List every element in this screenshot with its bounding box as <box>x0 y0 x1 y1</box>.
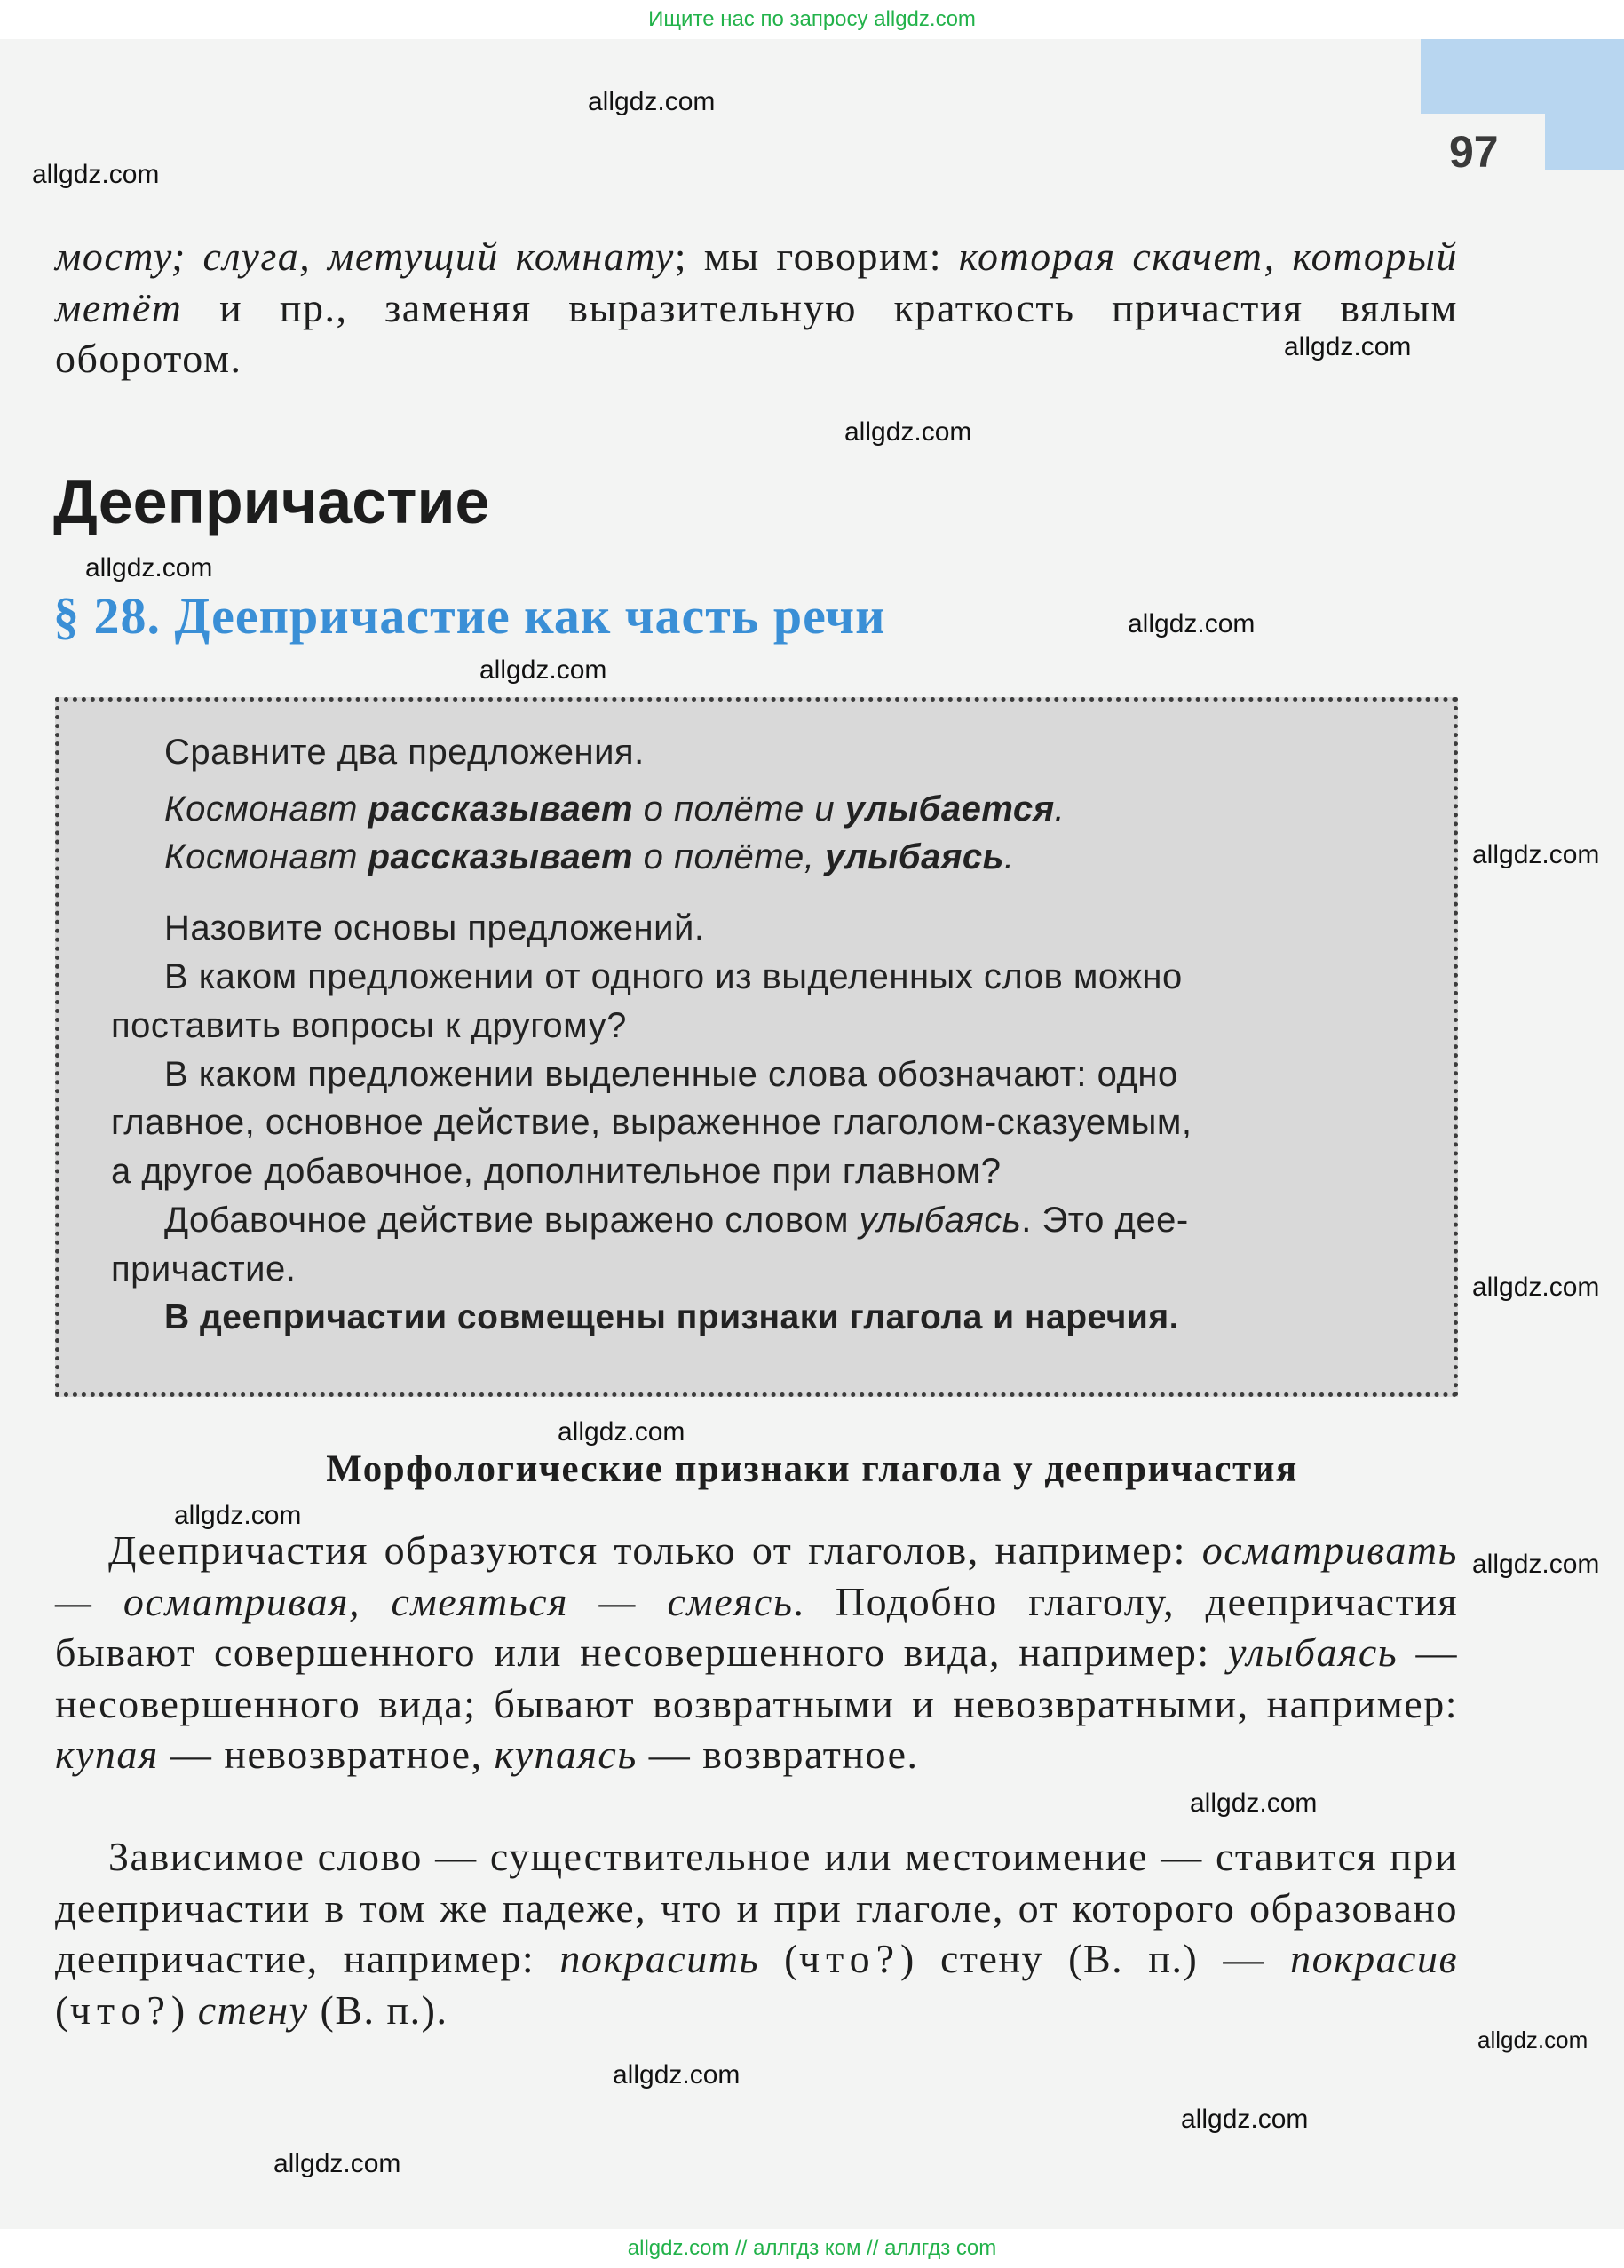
watermark: allgdz.com <box>1284 332 1412 361</box>
box-italic: улыбаясь <box>859 1201 1022 1240</box>
box-text: Добавочное действие выражено словом <box>164 1201 860 1240</box>
text: Зависимое слово — существительное или местоимение — ставится при деепричастии в том же падеже, что и при глаголе, от которого образовано деепричастие, например: <box>55 1834 1458 1981</box>
italic-text: купаясь <box>494 1732 638 1777</box>
italic-text: покрасив <box>1290 1936 1458 1981</box>
example-sentence-2 <box>164 833 1407 881</box>
box-line: Сравните два предложения. <box>164 733 645 772</box>
example-text: о полёте и <box>633 789 845 829</box>
example-sentence-1 <box>164 785 1407 833</box>
paragraph-1 <box>55 1525 1458 1780</box>
intro-italic: мосту; слуга, метущий комнату <box>55 234 675 279</box>
watermark: allgdz.com <box>1128 609 1256 638</box>
italic-text: стену <box>197 1986 309 2033</box>
subheading: Морфологические признаки глагола у деепричастия <box>326 1448 1298 1490</box>
example-text: Космонавт <box>164 789 368 829</box>
example-text: о полёте, <box>633 837 826 876</box>
watermark: allgdz.com <box>273 2149 401 2178</box>
example-bold: улыбается <box>844 789 1055 829</box>
italic-text: осматривать — осматривая, смеяться — смеясь <box>55 1527 1458 1624</box>
text: (В. п.). <box>308 1986 448 2033</box>
italic-text: улыбаясь <box>1227 1630 1398 1675</box>
paragraph-2 <box>55 1831 1458 2035</box>
watermark: allgdz.com <box>479 655 607 685</box>
text: — невозвратное, <box>158 1732 495 1777</box>
intro-text: и пр., заменяя выразительную краткость причастия вялым оборотом. <box>55 284 1458 381</box>
page-number: 97 <box>1449 127 1499 177</box>
example-text: Космонавт <box>164 837 368 876</box>
watermark: allgdz.com <box>1190 1788 1318 1818</box>
box-line: причастие. <box>111 1249 297 1289</box>
rule-statement: В деепричастии совмещены признаки глагола и наречия. <box>164 1298 1179 1336</box>
watermark: allgdz.com <box>844 417 972 447</box>
text: — возвратное. <box>637 1732 919 1777</box>
spaced-question: что? <box>69 1986 171 2033</box>
italic-text: купая <box>55 1732 159 1777</box>
text: . Подобно глаголу, деепричастия бывают совершенного или несовершенного вида, например: <box>55 1578 1458 1675</box>
text: — несовершенного вида; бывают возвратными и невозвратными, например: <box>55 1630 1459 1726</box>
text: ( <box>758 1936 799 1981</box>
intro-italic: которая скачет, который метёт <box>55 234 1458 330</box>
watermark: allgdz.com <box>174 1501 302 1530</box>
box-line: поставить вопросы к другому? <box>111 1006 627 1045</box>
example-bold: улыбаясь <box>825 837 1004 876</box>
example-bold: рассказывает <box>368 789 634 829</box>
top-banner[interactable]: Ищите нас по запросу allgdz.com <box>0 0 1624 39</box>
example-bold: рассказывает <box>368 837 634 876</box>
watermark: allgdz.com <box>1181 2105 1309 2134</box>
watermark: allgdz.com <box>1472 1273 1600 1302</box>
watermark: allgdz.com <box>1472 840 1600 869</box>
bottom-banner[interactable]: allgdz.com // аллгдз ком // аллгдз com <box>0 2229 1624 2268</box>
box-line: а другое добавочное, дополнительное при главном? <box>111 1152 1002 1191</box>
text: ( <box>55 1986 70 2033</box>
intro-paragraph <box>55 231 1458 385</box>
text: Деепричастия образуются только от глаголов, например: <box>108 1527 1202 1573</box>
text: ) стену (В. п.) — <box>900 1936 1291 1981</box>
italic-text: покрасить <box>559 1936 759 1981</box>
box-text: . Это дее- <box>1021 1201 1189 1240</box>
chapter-title: Деепричастие <box>53 467 490 536</box>
intro-text: ; мы говорим: <box>674 234 959 279</box>
watermark: allgdz.com <box>558 1417 685 1447</box>
watermark: allgdz.com <box>1477 2026 1588 2053</box>
watermark: allgdz.com <box>613 2060 741 2090</box>
box-line: Назовите основы предложений. <box>164 908 705 948</box>
watermark: allgdz.com <box>85 553 213 583</box>
text: ) <box>170 1986 198 2033</box>
box-line: главное, основное действие, выраженное глаголом-сказуемым, <box>111 1103 1192 1142</box>
box-line: В каком предложении выделенные слова обозначают: одно <box>164 1055 1178 1094</box>
spaced-question: что? <box>798 1936 900 1981</box>
watermark: allgdz.com <box>588 87 716 116</box>
example-text: . <box>1003 837 1015 876</box>
box-line <box>164 1196 1407 1244</box>
watermark: allgdz.com <box>32 160 160 189</box>
section-title: § 28. Деепричастие как часть речи <box>53 587 886 645</box>
task-box <box>55 697 1458 1397</box>
example-text: . <box>1054 789 1066 829</box>
box-line: В каком предложении от одного из выделенных слов можно <box>164 957 1183 996</box>
watermark: allgdz.com <box>1472 1550 1600 1579</box>
